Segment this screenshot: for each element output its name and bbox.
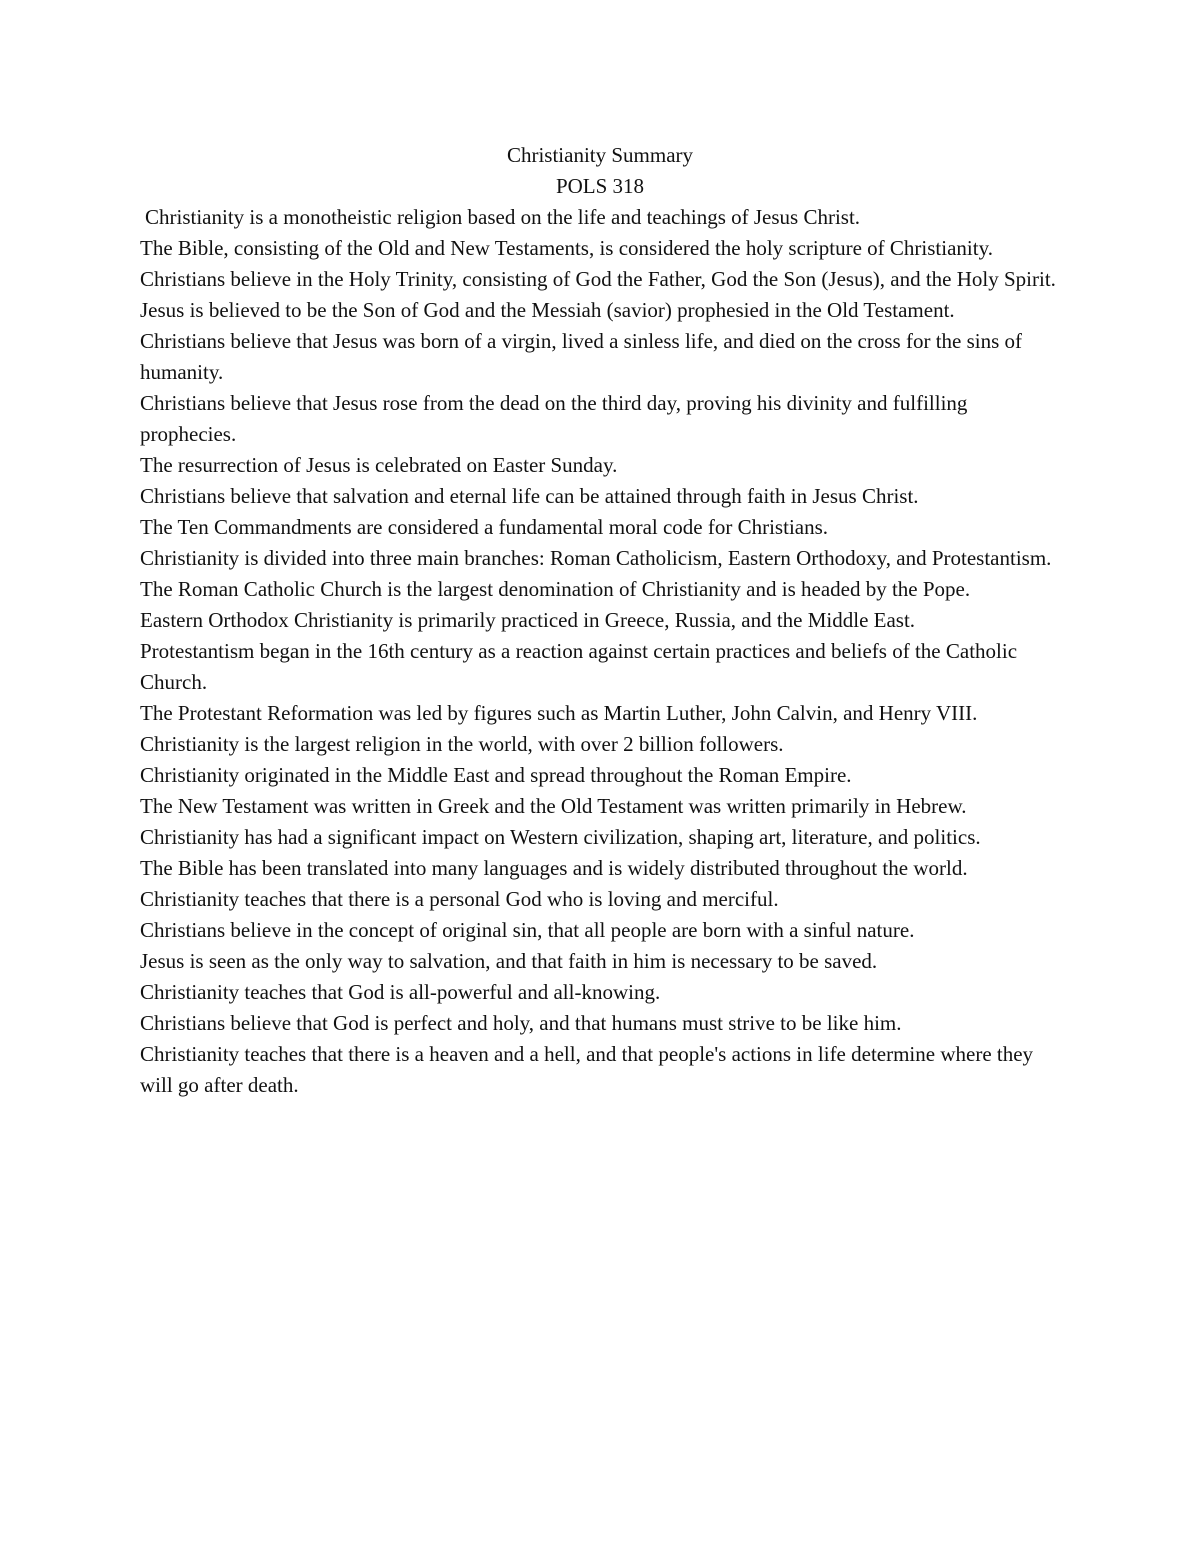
paragraph: Eastern Orthodox Christianity is primarily practiced in Greece, Russia, and the Middle East. [140, 608, 916, 632]
paragraph: The Ten Commandments are considered a fundamental moral code for Christians. [140, 515, 829, 539]
paragraph: Christianity teaches that there is a heaven and a hell, and that people's actions in life determine where they will go after death. [140, 1042, 1034, 1097]
paragraph: Christianity teaches that there is a personal God who is loving and merciful. [140, 887, 779, 911]
paragraph: The Bible, consisting of the Old and New Testaments, is considered the holy scripture of Christianity. [140, 236, 993, 260]
paragraph: The New Testament was written in Greek and the Old Testament was written primarily in Hebrew. [140, 794, 967, 818]
paragraph: Protestantism began in the 16th century as a reaction against certain practices and beliefs of the Catholic Church. [140, 639, 1018, 694]
paragraph: Christianity is the largest religion in the world, with over 2 billion followers. [140, 732, 784, 756]
paragraph: Christians believe that Jesus was born of a virgin, lived a sinless life, and died on the cross for the sins of humanity. [140, 329, 1023, 384]
paragraph-list [140, 202, 1060, 1101]
paragraph: Christianity originated in the Middle East and spread throughout the Roman Empire. [140, 763, 852, 787]
paragraph: Christians believe that salvation and eternal life can be attained through faith in Jesus Christ. [140, 484, 919, 508]
paragraph: Jesus is seen as the only way to salvation, and that faith in him is necessary to be saved. [140, 949, 878, 973]
paragraph: Christianity is divided into three main branches: Roman Catholicism, Eastern Orthodoxy, and Protestantism. [140, 546, 1052, 570]
document-title: Christianity Summary [506, 143, 694, 167]
document-body [140, 140, 1060, 1101]
course-code: POLS 318 [555, 174, 645, 198]
paragraph: The resurrection of Jesus is celebrated on Easter Sunday. [140, 453, 618, 477]
paragraph: Christianity is a monotheistic religion based on the life and teachings of Jesus Christ. [145, 205, 861, 229]
paragraph: The Protestant Reformation was led by figures such as Martin Luther, John Calvin, and Henry VIII. [140, 701, 978, 725]
paragraph: Christianity teaches that God is all-powerful and all-knowing. [140, 980, 661, 1004]
paragraph: Christians believe that Jesus rose from the dead on the third day, proving his divinity and fulfilling prophecies. [140, 391, 968, 446]
paragraph: The Roman Catholic Church is the largest denomination of Christianity and is headed by the Pope. [140, 577, 971, 601]
paragraph: Christians believe in the concept of original sin, that all people are born with a sinful nature. [140, 918, 915, 942]
paragraph: Christians believe that God is perfect and holy, and that humans must strive to be like him. [140, 1011, 902, 1035]
paragraph: Christians believe in the Holy Trinity, consisting of God the Father, God the Son (Jesus), and the Holy Spirit. [140, 267, 1056, 291]
paragraph: Christianity has had a significant impact on Western civilization, shaping art, literature, and politics. [140, 825, 981, 849]
paragraph: The Bible has been translated into many languages and is widely distributed throughout the world. [140, 856, 968, 880]
paragraph: Jesus is believed to be the Son of God and the Messiah (savior) prophesied in the Old Testament. [140, 298, 955, 322]
